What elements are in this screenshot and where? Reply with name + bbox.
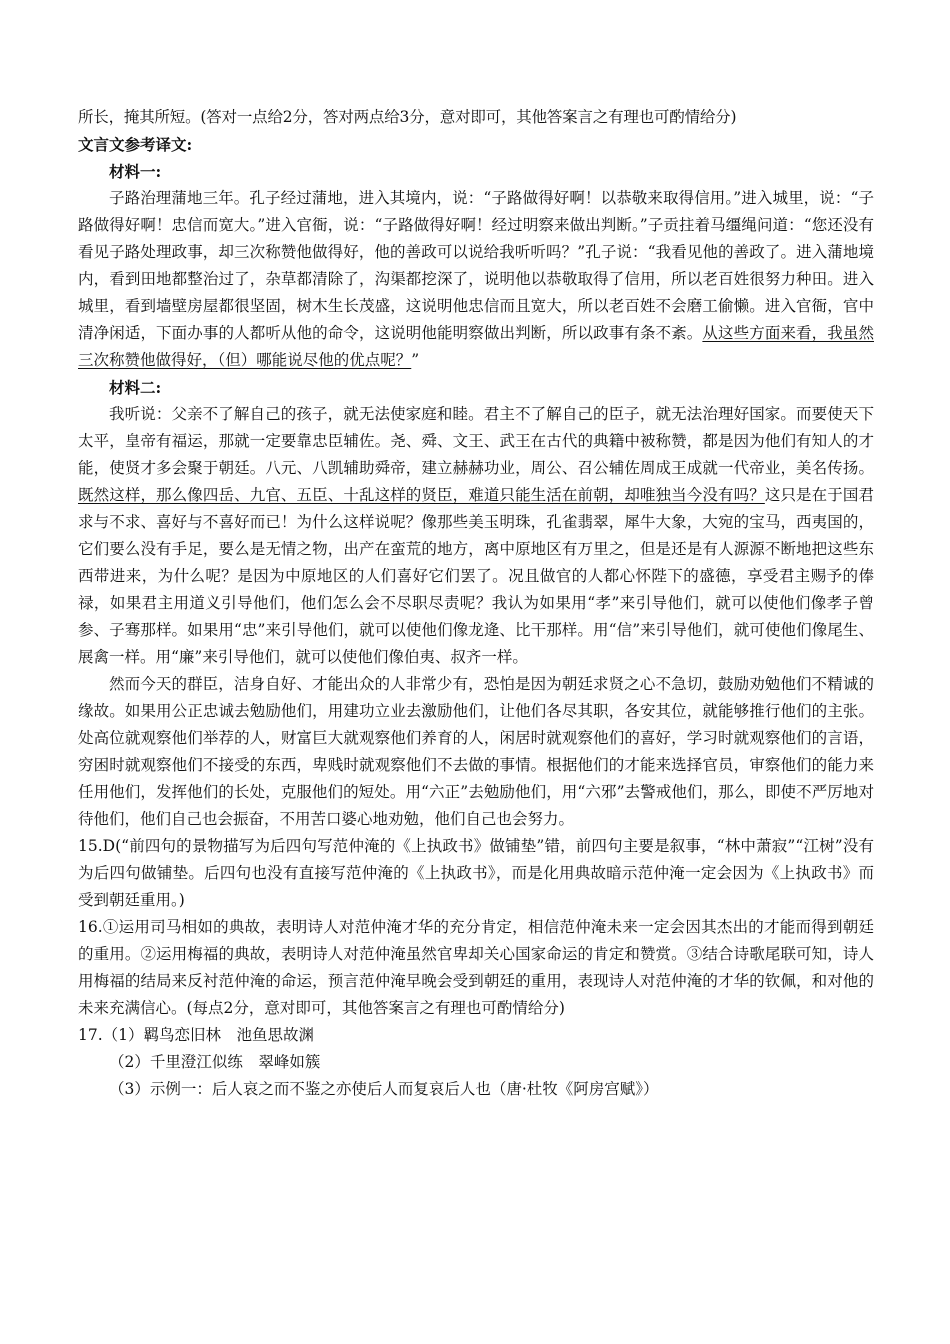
answer-continuation-line: 所长，掩其所短。(答对一点给2分，答对两点给3分，意对即可，其他答案言之有理也可酌情给分) bbox=[78, 108, 737, 126]
answer-17-3: （3）示例一：后人哀之而不鉴之亦使后人而复哀后人也（唐·杜牧《阿房宫赋》） bbox=[109, 1080, 659, 1098]
answer-17-2: （2）千里澄江似练 翠峰如簇 bbox=[109, 1053, 321, 1071]
material-two-text-b: 这只是在于国君求与不求、喜好与不喜好而已！为什么这样说呢？像那些美玉明珠，孔雀翡翠，犀牛大象，大宛的宝马，西夷国的，它们要么没有手足，要么是无情之物，出产在蛮荒的地方，离中原地区有万里之，但是还是有人源源不断地把这些东西带进来，为什么呢？是因为中原地区的人们喜好它们罢了。况且做官的人都心怀陛下的盛德，享受君主赐予的俸禄，如果君主用道义引导他们，他们怎么会不尽职尽责呢？我认为如果用“孝”来引导他们，就可以使他们像孝子曾参、子骞那样。如果用“忠”来引导他们，就可以使他们像龙逄、比干那样。用“信”来引导他们，就可使他们像尾生、展禽一样。用“廉”来引导他们，就可以使他们像伯夷、叔齐一样。 bbox=[78, 486, 874, 666]
material-one-closing-quote: ” bbox=[411, 351, 420, 369]
answer-17-1: 17.（1）羁鸟恋旧林 池鱼思故渊 bbox=[78, 1026, 315, 1044]
material-two-paragraph-2: 然而今天的群臣，洁身自好、才能出众的人非常少有，恐怕是因为朝廷求贤之心不急切，鼓励劝勉他们不精诚的缘故。如果用公正忠诚去勉励他们，用建功立业去激励他们，让他们各尽其职，各安其位，就能够推行他们的主张。处高位就观察他们举荐的人，财富巨大就观察他们养育的人，闲居时就观察他们的喜好，学习时就观察他们的言语，穷困时就观察他们不接受的东西，卑贱时就观察他们不去做的事情。根据他们的才能来选择官员，审察他们的能力来任用他们，发挥他们的长处，克服他们的短处。用“六正”去勉励他们，用“六邪”去警戒他们，那么，即使不严厉地对待他们，他们自己也会振奋，不用苦口婆心地劝勉，他们自己也会努力。 bbox=[78, 675, 874, 828]
answer-15: 15.D(“前四句的景物描写为后四句写范仲淹的《上执政书》做铺垫”错，前四句主要是叙事，“林中萧寂”“江树”没有为后四句做铺垫。后四句也没有直接写范仲淹的《上执政书》，而是化用典故暗示范仲淹一定会因为《上执政书》而受到朝廷重用。) bbox=[78, 837, 874, 909]
material-one-label: 材料一: bbox=[109, 162, 162, 181]
material-two-underlined-sentence: 既然这样，那么像四岳、九官、五臣、十乱这样的贤臣，难道只能生活在前朝，却唯独当今没有吗？ bbox=[78, 486, 765, 504]
material-two-text-a: 我听说：父亲不了解自己的孩子，就无法使家庭和睦。君主不了解自己的臣子，就无法治理好国家。而要使天下太平，皇帝有福运，那就一定要靠忠臣辅佐。尧、舜、文王、武王在古代的典籍中被称赞，都是因为他们有知人的才能，使贤才多会聚于朝廷。八元、八凯辅助舜帝，建立赫赫功业，周公、召公辅佐周成王成就一代帝业，美名传扬。 bbox=[78, 405, 874, 477]
material-one-paragraph bbox=[78, 185, 874, 374]
document-page bbox=[78, 104, 874, 1103]
material-two-label: 材料二: bbox=[109, 378, 162, 397]
material-one-underlined-sentence: 从这些方面来看，我虽然三次称赞他做得好，（但）哪能说尽他的优点呢？ bbox=[78, 324, 874, 369]
material-one-text: 子路治理蒲地三年。孔子经过蒲地，进入其境内，说：“子路做得好啊！以恭敬来取得信用。”进入城里，说：“子路做得好啊！忠信而宽大。”进入官衙，说：“子路做得好啊！经过明察来做出判断。”子贡拄着马缰绳问道：“您还没有看见子路处理政事，却三次称赞他做得好，他的善政可以说给我听听吗？”孔子说：“我看见他的善政了。进入蒲地境内，看到田地都整治过了，杂草都清除了，沟渠都挖深了，说明他以恭敬取得了信用，所以老百姓很努力种田。进入城里，看到墙壁房屋都很坚固，树木生长茂盛，这说明他忠信而且宽大，所以老百姓不会磨工偷懒。进入官衙，官中清净闲适，下面办事的人都听从他的命令，这说明他能明察做出判断，所以政事有条不紊。 bbox=[78, 189, 874, 342]
translation-heading: 文言文参考译文: bbox=[78, 135, 193, 154]
answer-16: 16.①运用司马相如的典故，表明诗人对范仲淹才华的充分肯定，相信范仲淹未来一定会因其杰出的才能而得到朝廷的重用。②运用梅福的典故，表明诗人对范仲淹虽然官卑却关心国家命运的肯定和赞赏。③结合诗歌尾联可知，诗人用梅福的结局来反衬范仲淹的命运，预言范仲淹早晚会受到朝廷的重用，表现诗人对范仲淹的才华的钦佩，和对他的未来充满信心。(每点2分，意对即可，其他答案言之有理也可酌情给分) bbox=[78, 918, 874, 1017]
material-two-paragraph-1 bbox=[78, 401, 874, 671]
